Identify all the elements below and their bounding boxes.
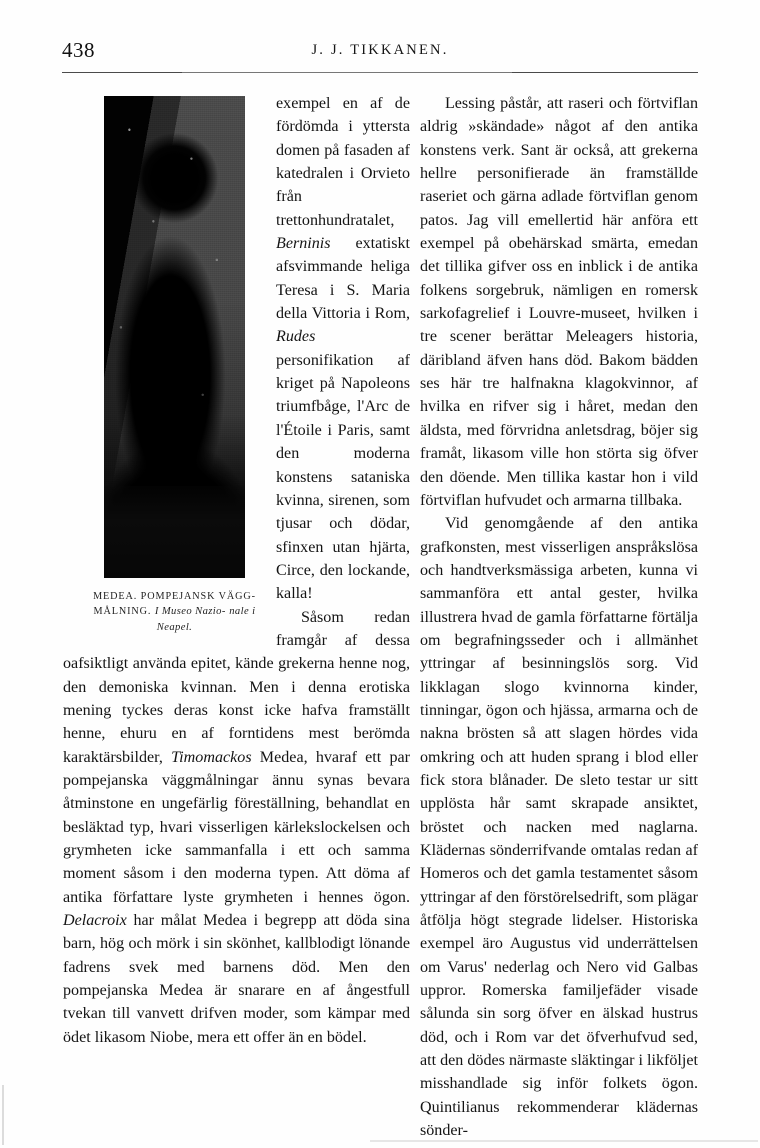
lp1-b: extatiskt afsvimmande heliga Teresa i S. Maria della Vittoria i Rom, bbox=[276, 235, 410, 323]
running-title: J. J. TIKKANEN. bbox=[311, 42, 449, 58]
caption-italic-line-2: nale i Neapel. bbox=[156, 606, 256, 633]
figure-medea bbox=[87, 96, 262, 635]
caption-line-1: MEDEA. POMPEJANSK VÄGG- bbox=[93, 591, 256, 602]
running-head bbox=[62, 38, 698, 68]
lp2-italic-timomackos: Timomackos bbox=[171, 748, 252, 766]
scan-artifact-bottom bbox=[370, 1140, 758, 1142]
page-number: 438 bbox=[62, 38, 95, 62]
lp1-a: exempel en af de fördömda i yttersta domen på fasaden af katedralen i Orvieto från trettonhundratalet, bbox=[276, 95, 410, 229]
lp1-c: personifikation af kriget på Napoleons triumfbåge, l'Arc de l'Étoile i Paris, samt den moderna konstens sataniska kvinna, sirenen, som tjusar och dödar, sfinxen utan hjärta, Circe, den lockande, kalla! bbox=[276, 351, 410, 603]
left-text-column bbox=[63, 92, 410, 1049]
scan-artifact-left bbox=[2, 1085, 4, 1145]
plate-dark-base bbox=[104, 486, 245, 578]
header-rule bbox=[62, 72, 698, 73]
caption-italic-line-1: I Museo Nazio- bbox=[154, 606, 226, 618]
lp1-italic-bernini: Berninis bbox=[276, 235, 331, 253]
lp2-italic-delacroix: Delacroix bbox=[63, 912, 127, 930]
caption-line-2: MÅLNING. bbox=[93, 606, 152, 618]
right-paragraph-2: Vid genomgående af den antika grafkonsten, mest visserligen anspråkslösa och handtverksmässiga arbeten, kunna vi sammanföra ett antal gester, hvilka illustrera hvad de gamla författarne förtälja om begrafningsseder och i allmänhet yttringar af besinningslös sorg. Vid likklagan slogo kvinnorna kinder, tinningar, ögon och hjässa, armarna och de nakna brösten så att slagen hördes vida omkring och att huden sprang i blod eller fick stora blånader. De sleto testar ur sitt upplösta hår samt skrapade ansiktet, bröstet och nacken med naglarna. Klädernas sönderrifvande omtalas redan af Homeros och det gamla testamentet såsom yttringar af den förstörelsedrift, som plägar åtfölja högt stegrade lidelser. Historiska exempel äro Augustus vid underrättelsen om Varus' nederlag och Nero vid Galbas uppror. Romerska familjefäder visade sålunda sin sorg öfver en älskad hustrus död, och i Rom var det öfverhufvud sed, att den dödes närmaste släktingar i likföljet misshandlade sig inför folkets ögon. Quintilianus rekommenderar klädernas sönder- bbox=[420, 515, 698, 1140]
lp2-a: Såsom redan framgår af dessa oafsiktligt använda epitet, kände grekerna henne nog, den demoniska kvinnan. Men i denna erotiska mening tyckes deras konst icke hafva framställt henne, ehuru en af forntidens mest berömda karaktärsbilder, bbox=[63, 608, 410, 766]
right-paragraph-1: Lessing påstår, att raseri och förtviflan aldrig »skändade» något af den antika konstens verk. Sant är också, att grekerna hellre personifierade än framställde raseriet och gärna adlade förtviflan genom patos. Jag vill emellertid här anföra ett exempel på obehärskad smärta, emedan det tillika gifver oss en inblick i de antika folkens sorgebruk, nämligen en romersk sarkofagrelief i Louvre-museet, hvilken i tre scener berättar Meleagers historia, däribland äfven hans död. Bakom bädden ses här tre halfnakna klagokvinnor, af hvilka en rifver sig i håret, medan den äldsta, med förvridna anletsdrag, böjer sig framåt, likasom ville hon störta sig öfver den döende. Men tillika kastar hon i vild förtviflan hufvudet och armarna tillbaka. bbox=[420, 95, 698, 509]
figure-caption bbox=[87, 589, 262, 635]
lp2-b: Medea, hvaraf ett par pompejanska väggmålningar ännu synas bevara åtminstone en ungefärlig föreställning, behandlat en besläktad typ, hvari visserligen kärlekslockelsen och grymheten icke sammanfalla i ett och samma moment såsom i den moderna typen. Att döma af antika författare lyste grymheten i hennes ögon. bbox=[63, 748, 411, 906]
left-paragraph-2 bbox=[63, 606, 410, 1050]
lp2-c: har målat Medea i begrepp att döda sina barn, hög och mörk i sin skönhet, kallblodigt lönande fadrens svek med barnens död. Men den pompejanska Medea är snarare en af ångestfull tvekan till vanvett drifven moder, som kämpar med ödet likasom Niobe, mera ett offer än en bödel. bbox=[63, 912, 410, 1046]
right-text-column bbox=[420, 92, 698, 1142]
figure-image bbox=[104, 96, 245, 578]
lp1-italic-rude: Rudes bbox=[276, 328, 316, 346]
